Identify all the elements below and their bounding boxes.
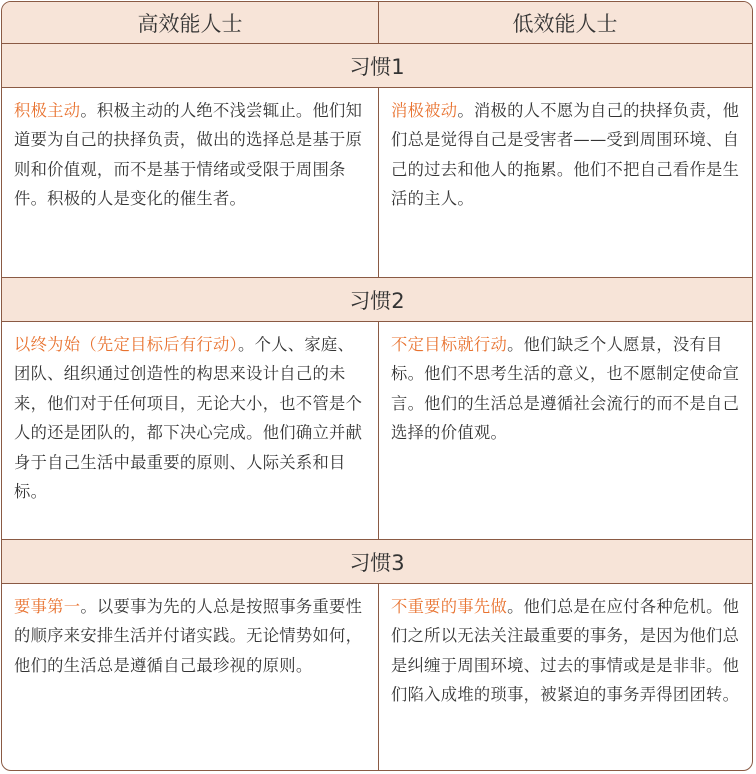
- habit-1-high-text: 积极主动的人绝不浅尝辄止。他们知道要为自己的抉择负责，做出的选择总是基于原则和价值观，而不是基于情绪或受限于周围条件。积极的人是变化的催生者。: [14, 101, 363, 209]
- habit-3-low-text: 他们总是在应付各种危机。他们之所以无法关注最重要的事务，是因为他们总是纠缠于周围环境、过去的事情或是是非非。他们陷入成堆的琐事，被紧迫的事务弄得团团转。: [391, 597, 740, 705]
- habit-3-row: [2, 584, 752, 771]
- habit-3-high-keyword: 要事第一: [14, 597, 81, 616]
- habit-2-low-keyword: 不定目标就行动: [391, 335, 508, 354]
- habit-1-title: 习惯1: [2, 44, 752, 88]
- habit-3-title: 习惯3: [2, 540, 752, 584]
- habit-2-title: 习惯2: [2, 278, 752, 322]
- habit-2-high-keyword: 以终为始（先定目标后有行动）: [14, 335, 238, 354]
- habit-2-high-cell: 以终为始（先定目标后有行动）。个人、家庭、团队、组织通过创造性的构思来设计自己的未来，他们对于任何项目，无论大小，也不管是个人的还是团队的，都下决心完成。他们确立并献身于自己生活中最重要的原则、人际关系和目标。: [14, 335, 363, 502]
- habit-1-row: [2, 88, 752, 278]
- header-low-effective: 低效能人士: [512, 11, 618, 36]
- habit-2-low-text: 他们缺乏个人愿景，没有目标。他们不思考生活的意义，也不愿制定使命宣言。他们的生活总是遵循社会流行的而不是自己选择的价值观。: [391, 335, 740, 443]
- habit-3-high-cell: 要事第一。以要事为先的人总是按照事务重要性的顺序来安排生活并付诸实践。无论情势如何，他们的生活总是遵循自己最珍视的原则。: [14, 597, 363, 675]
- habit-1-high-cell: 积极主动。积极主动的人绝不浅尝辄止。他们知道要为自己的抉择负责，做出的选择总是基于原则和价值观，而不是基于情绪或受限于周围条件。积极的人是变化的催生者。: [14, 101, 363, 209]
- habit-1-high-keyword: 积极主动: [14, 101, 81, 120]
- habit-1-low-text: 消极的人不愿为自己的抉择负责，他们总是觉得自己是受害者——受到周围环境、自己的过去和他人的拖累。他们不把自己看作是生活的主人。: [391, 101, 740, 209]
- habit-1-low-cell: 消极被动。消极的人不愿为自己的抉择负责，他们总是觉得自己是受害者——受到周围环境、自己的过去和他人的拖累。他们不把自己看作是生活的主人。: [391, 101, 740, 209]
- habit-2-low-cell: 不定目标就行动。他们缺乏个人愿景，没有目标。他们不思考生活的意义，也不愿制定使命宣言。他们的生活总是遵循社会流行的而不是自己选择的价值观。: [391, 335, 740, 443]
- habit-1-low-keyword: 消极被动: [391, 101, 458, 120]
- habit-2-high-text: 个人、家庭、团队、组织通过创造性的构思来设计自己的未来，他们对于任何项目，无论大小，也不管是个人的还是团队的，都下决心完成。他们确立并献身于自己生活中最重要的原则、人际关系和目标。: [14, 335, 363, 502]
- habit-3-low-keyword: 不重要的事先做: [391, 597, 508, 616]
- habits-comparison-table: [1, 1, 753, 771]
- habit-2-row: [2, 322, 752, 540]
- header-high-effective: 高效能人士: [137, 11, 243, 36]
- habit-3-low-cell: 不重要的事先做。他们总是在应付各种危机。他们之所以无法关注最重要的事务，是因为他们总是纠缠于周围环境、过去的事情或是是非非。他们陷入成堆的琐事，被紧迫的事务弄得团团转。: [391, 597, 740, 705]
- table-header: [2, 2, 752, 44]
- habit-3-high-text: 以要事为先的人总是按照事务重要性的顺序来安排生活并付诸实践。无论情势如何，他们的生活总是遵循自己最珍视的原则。: [14, 597, 363, 675]
